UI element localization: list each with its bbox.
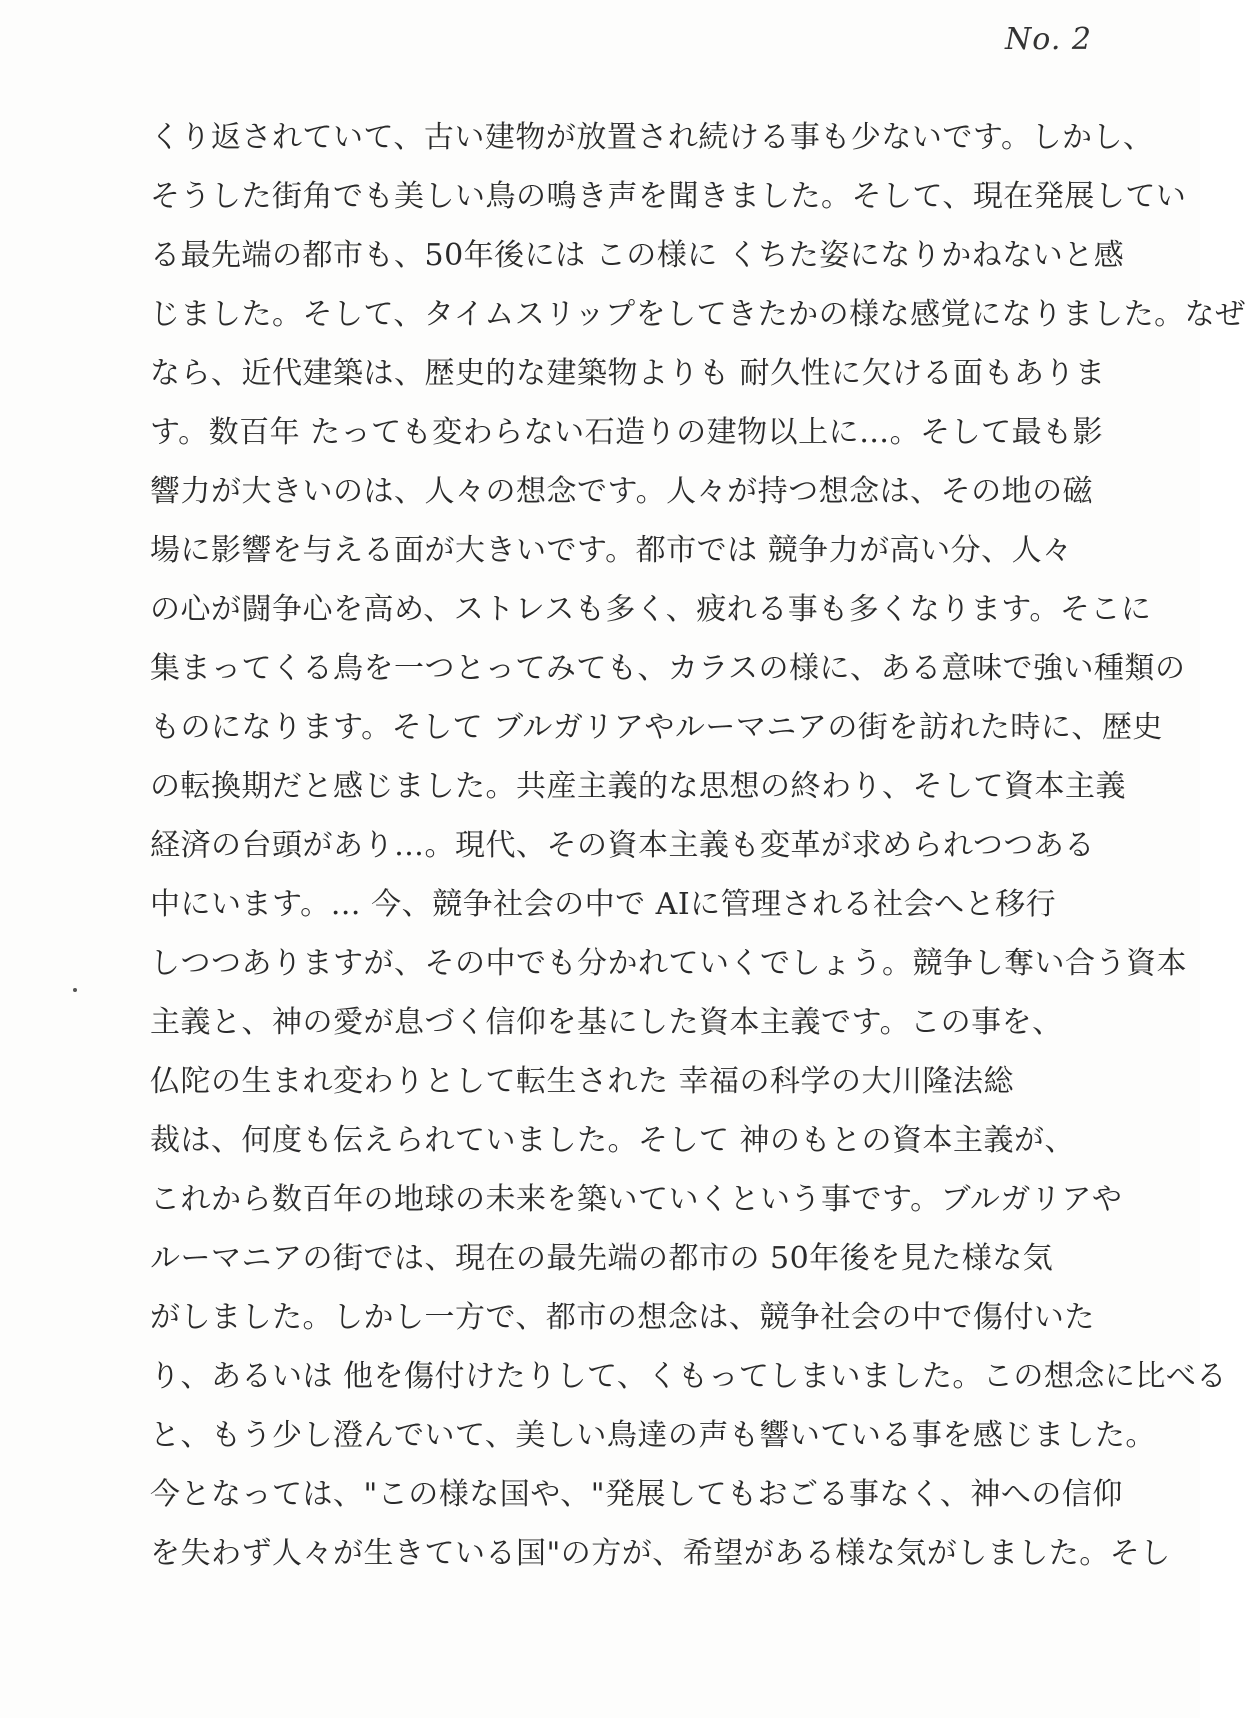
page-number: No. 2 [1005, 22, 1092, 57]
text-line: 裁は、何度も伝えられていました。そして 神のもとの資本主義が、 [150, 1123, 1076, 1158]
text-line: 主義と、神の愛が息づく信仰を基にした資本主義です。この事を、 [150, 1005, 1063, 1040]
text-line: 響力が大きいのは、人々の想念です。人々が持つ想念は、その地の磁 [150, 474, 1094, 509]
text-line: る最先端の都市も、50年後には この様に くちた姿になりかねないと感 [150, 238, 1125, 273]
text-line: と、もう少し澄んでいて、美しい鳥達の声も響いている事を感じました。 [150, 1418, 1156, 1453]
text-line: がしました。しかし一方で、都市の想念は、競争社会の中で傷付いた [150, 1300, 1095, 1335]
text-line: 場に影響を与える面が大きいです。都市では 競争力が高い分、人々 [150, 533, 1073, 568]
text-line: なら、近代建築は、歴史的な建築物よりも 耐久性に欠ける面もありま [150, 356, 1106, 391]
text-line: 今となっては、"この様な国や、"発展してもおごる事なく、神への信仰 [150, 1477, 1123, 1512]
text-line: り、あるいは 他を傷付けたりして、くもってしまいました。この想念に比べる [150, 1359, 1227, 1394]
text-line: しつつありますが、その中でも分かれていくでしょう。競争し奪い合う資本 [150, 946, 1187, 981]
text-line: くり返されていて、古い建物が放置され続ける事も少ないです。しかし、 [150, 120, 1154, 155]
text-line: これから数百年の地球の未来を築いていくという事です。ブルガリアや [150, 1182, 1123, 1217]
text-line: ものになります。そして ブルガリアやルーマニアの街を訪れた時に、歴史 [150, 710, 1163, 745]
text-line: 仏陀の生まれ変わりとして転生された 幸福の科学の大川隆法総 [150, 1064, 1015, 1099]
text-line: 中にいます。… 今、競争社会の中で AIに管理される社会へと移行 [150, 887, 1057, 922]
text-line: す。数百年 たっても変わらない石造りの建物以上に…。そして最も影 [150, 415, 1104, 450]
text-line: の心が闘争心を高め、ストレスも多く、疲れる事も多くなります。そこに [150, 592, 1152, 627]
text-line: 集まってくる鳥を一つとってみても、カラスの様に、ある意味で強い種類の [150, 651, 1186, 686]
text-line: ルーマニアの街では、現在の最先端の都市の 50年後を見た様な気 [150, 1241, 1054, 1276]
text-line: じました。そして、タイムスリップをしてきたかの様な感覚になりました。なぜ [150, 297, 1246, 332]
text-line: を失わず人々が生きている国"の方が、希望がある様な気がしました。そし [150, 1536, 1171, 1571]
handwritten-body-text [150, 108, 1246, 1583]
ink-speck [73, 988, 77, 992]
text-line: 経済の台頭があり…。現代、その資本主義も変革が求められつつある [150, 828, 1095, 863]
text-line: の転換期だと感じました。共産主義的な思想の終わり、そして資本主義 [150, 769, 1126, 804]
text-line: そうした街角でも美しい鳥の鳴き声を聞きました。そして、現在発展してい [150, 179, 1187, 214]
